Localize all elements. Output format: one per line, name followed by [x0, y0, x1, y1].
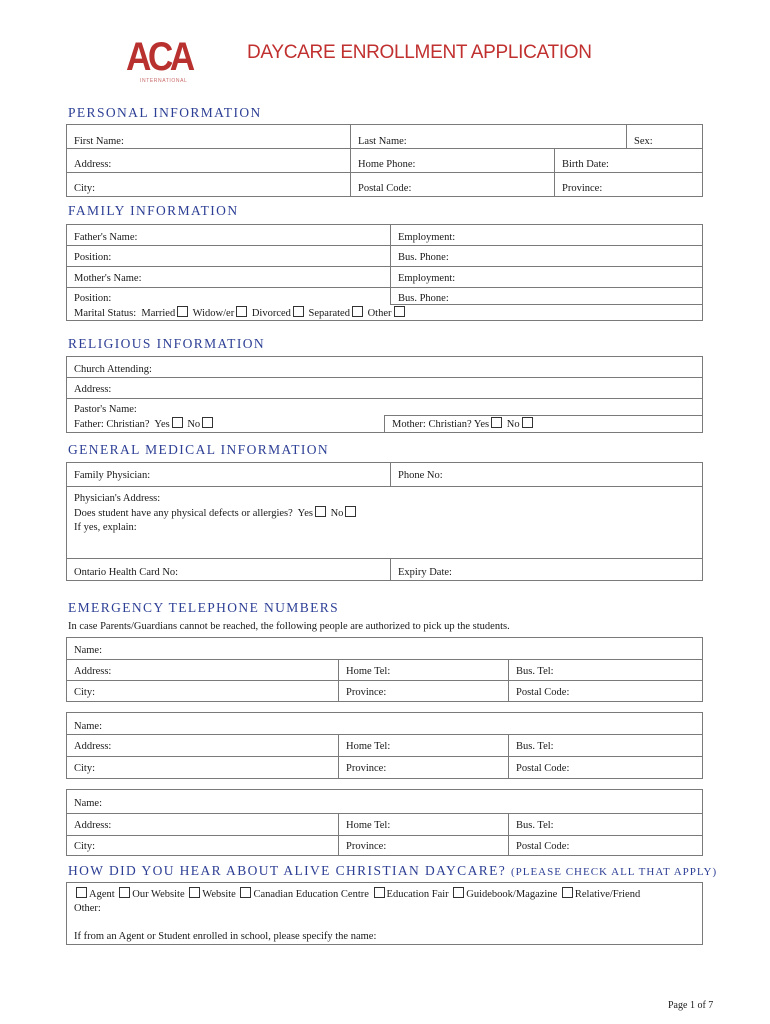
address-field[interactable]: Address: [67, 149, 351, 173]
church-field[interactable]: Church Attending: [67, 357, 703, 378]
mother-yes-checkbox[interactable] [491, 417, 502, 428]
father-bus-phone-field[interactable]: Bus. Phone: [391, 246, 703, 267]
education-fair-checkbox[interactable] [374, 887, 385, 898]
mother-christian-row [385, 416, 703, 433]
defects-yes-checkbox[interactable] [315, 506, 326, 517]
separated-checkbox[interactable] [352, 306, 363, 317]
section-emergency-heading: EMERGENCY TELEPHONE NUMBERS [68, 600, 340, 615]
page-number: Page 1 of 7 [668, 1000, 714, 1011]
mother-bus-phone-field[interactable]: Bus. Phone: [391, 288, 703, 305]
logo-subtext: INTERNATIONAL [140, 78, 188, 84]
marital-status-label: Marital Status: [74, 308, 137, 319]
website-label: Website [202, 889, 236, 900]
fathers-name-field[interactable]: Father's Name: [67, 225, 391, 246]
separated-label: Separated [308, 308, 350, 319]
married-checkbox[interactable] [177, 306, 188, 317]
contact-postal-field[interactable]: Postal Code: [509, 757, 703, 779]
father-no-checkbox[interactable] [202, 417, 213, 428]
mother-employment-field[interactable]: Employment: [391, 267, 703, 288]
expiry-date-field[interactable]: Expiry Date: [391, 559, 703, 581]
personal-table [66, 124, 703, 197]
relative-friend-label: Relative/Friend [574, 889, 641, 900]
religious-table [66, 356, 703, 433]
contact-city-field[interactable]: City: [67, 757, 339, 779]
contact-bus-tel-field[interactable]: Bus. Tel: [509, 660, 703, 681]
widow-label: Widow/er [192, 308, 235, 319]
section-hear-heading [68, 863, 717, 879]
mother-no-label: No [506, 419, 520, 430]
physician-field[interactable]: Family Physician: [67, 463, 391, 487]
contact-address-field[interactable]: Address: [67, 735, 339, 757]
hear-heading: HOW DID YOU HEAR ABOUT ALIVE CHRISTIAN DAYCARE? [68, 863, 507, 878]
mother-christian-label: Mother: Christian? Yes [392, 419, 490, 430]
contact-home-tel-field[interactable]: Home Tel: [339, 660, 509, 681]
specify-name-field[interactable]: If from an Agent or Student enrolled in school, please specify the name: [74, 931, 377, 942]
hear-subheading: (PLEASE CHECK ALL THAT APPLY) [510, 866, 718, 878]
father-christian-row [67, 416, 385, 433]
page-title: DAYCARE ENROLLMENT APPLICATION [247, 42, 592, 63]
canadian-education-centre-label: Canadian Education Centre [253, 889, 369, 900]
physician-phone-field[interactable]: Phone No: [391, 463, 703, 487]
education-fair-label: Education Fair [386, 889, 449, 900]
contact-home-tel-field[interactable]: Home Tel: [339, 735, 509, 757]
our-website-label: Our Website [132, 889, 185, 900]
birth-date-field[interactable]: Birth Date: [555, 149, 703, 173]
other-checkbox[interactable] [394, 306, 405, 317]
contact-postal-field[interactable]: Postal Code: [509, 836, 703, 856]
contact-city-field[interactable]: City: [67, 681, 339, 702]
father-christian-label: Father: Christian? [74, 418, 150, 430]
last-name-field[interactable]: Last Name: [351, 125, 627, 149]
mothers-name-field[interactable]: Mother's Name: [67, 267, 391, 288]
widow-checkbox[interactable] [236, 306, 247, 317]
section-medical-heading: GENERAL MEDICAL INFORMATION [68, 442, 330, 457]
defects-row [67, 505, 703, 521]
married-label: Married [141, 308, 176, 319]
contact-bus-tel-field[interactable]: Bus. Tel: [509, 814, 703, 836]
hear-table [66, 882, 703, 945]
relative-friend-checkbox[interactable] [562, 887, 573, 898]
other-label: Other [367, 308, 392, 319]
logo-text: ACA [126, 35, 192, 79]
defects-no-label: No [330, 507, 344, 519]
agent-label: Agent [89, 889, 115, 900]
contact-name-field[interactable]: Name: [67, 638, 703, 660]
contact-province-field[interactable]: Province: [339, 681, 509, 702]
contact-postal-field[interactable]: Postal Code: [509, 681, 703, 702]
city-field[interactable]: City: [67, 173, 351, 197]
website-checkbox[interactable] [189, 887, 200, 898]
defects-no-checkbox[interactable] [345, 506, 356, 517]
emergency-note: In case Parents/Guardians cannot be reached, the following people are authorized to pick up the students. [68, 621, 510, 632]
family-table [66, 224, 703, 321]
father-no-label: No [187, 418, 201, 430]
emergency-contact-3 [66, 789, 703, 856]
hear-options-cell [67, 883, 703, 945]
agent-checkbox[interactable] [76, 887, 87, 898]
contact-bus-tel-field[interactable]: Bus. Tel: [509, 735, 703, 757]
mother-no-checkbox[interactable] [522, 417, 533, 428]
physician-address-field[interactable]: Physician's Address: [67, 487, 703, 505]
mother-position-field[interactable]: Position: [67, 288, 391, 305]
canadian-education-centre-checkbox[interactable] [240, 887, 251, 898]
guidebook-checkbox[interactable] [453, 887, 464, 898]
postal-code-field[interactable]: Postal Code: [351, 173, 555, 197]
section-family-heading: FAMILY INFORMATION [68, 203, 239, 218]
emergency-contact-2 [66, 712, 703, 779]
province-field[interactable]: Province: [555, 173, 703, 197]
contact-address-field[interactable]: Address: [67, 814, 339, 836]
divorced-label: Divorced [251, 308, 291, 319]
guidebook-label: Guidebook/Magazine [466, 889, 558, 900]
our-website-checkbox[interactable] [119, 887, 130, 898]
sex-field[interactable]: Sex: [627, 125, 703, 149]
contact-address-field[interactable]: Address: [67, 660, 339, 681]
pastor-name-field[interactable]: Pastor's Name: [67, 399, 703, 416]
emergency-contact-1 [66, 637, 703, 702]
father-position-field[interactable]: Position: [67, 246, 391, 267]
section-personal-heading: PERSONAL INFORMATION [68, 105, 262, 120]
father-employment-field[interactable]: Employment: [391, 225, 703, 246]
first-name-field[interactable]: First Name: [67, 125, 351, 149]
church-address-field[interactable]: Address: [67, 378, 703, 399]
divorced-checkbox[interactable] [293, 306, 304, 317]
marital-status-row [67, 305, 703, 321]
health-card-field[interactable]: Ontario Health Card No: [67, 559, 391, 581]
aca-logo [126, 35, 192, 87]
father-yes-checkbox[interactable] [172, 417, 183, 428]
contact-home-tel-field[interactable]: Home Tel: [339, 814, 509, 836]
father-yes-label: Yes [154, 418, 170, 430]
contact-province-field[interactable]: Province: [339, 757, 509, 779]
defects-yes-label: Yes [297, 507, 313, 519]
hear-other-field[interactable]: Other: [74, 903, 101, 914]
contact-city-field[interactable]: City: [67, 836, 339, 856]
home-phone-field[interactable]: Home Phone: [351, 149, 555, 173]
defects-question: Does student have any physical defects or allergies? [74, 507, 293, 519]
section-religious-heading: RELIGIOUS INFORMATION [68, 336, 266, 351]
medical-table [66, 462, 703, 581]
contact-province-field[interactable]: Province: [339, 836, 509, 856]
contact-name-field[interactable]: Name: [67, 713, 703, 735]
contact-name-field[interactable]: Name: [67, 790, 703, 814]
explain-field[interactable]: If yes, explain: [67, 521, 703, 559]
